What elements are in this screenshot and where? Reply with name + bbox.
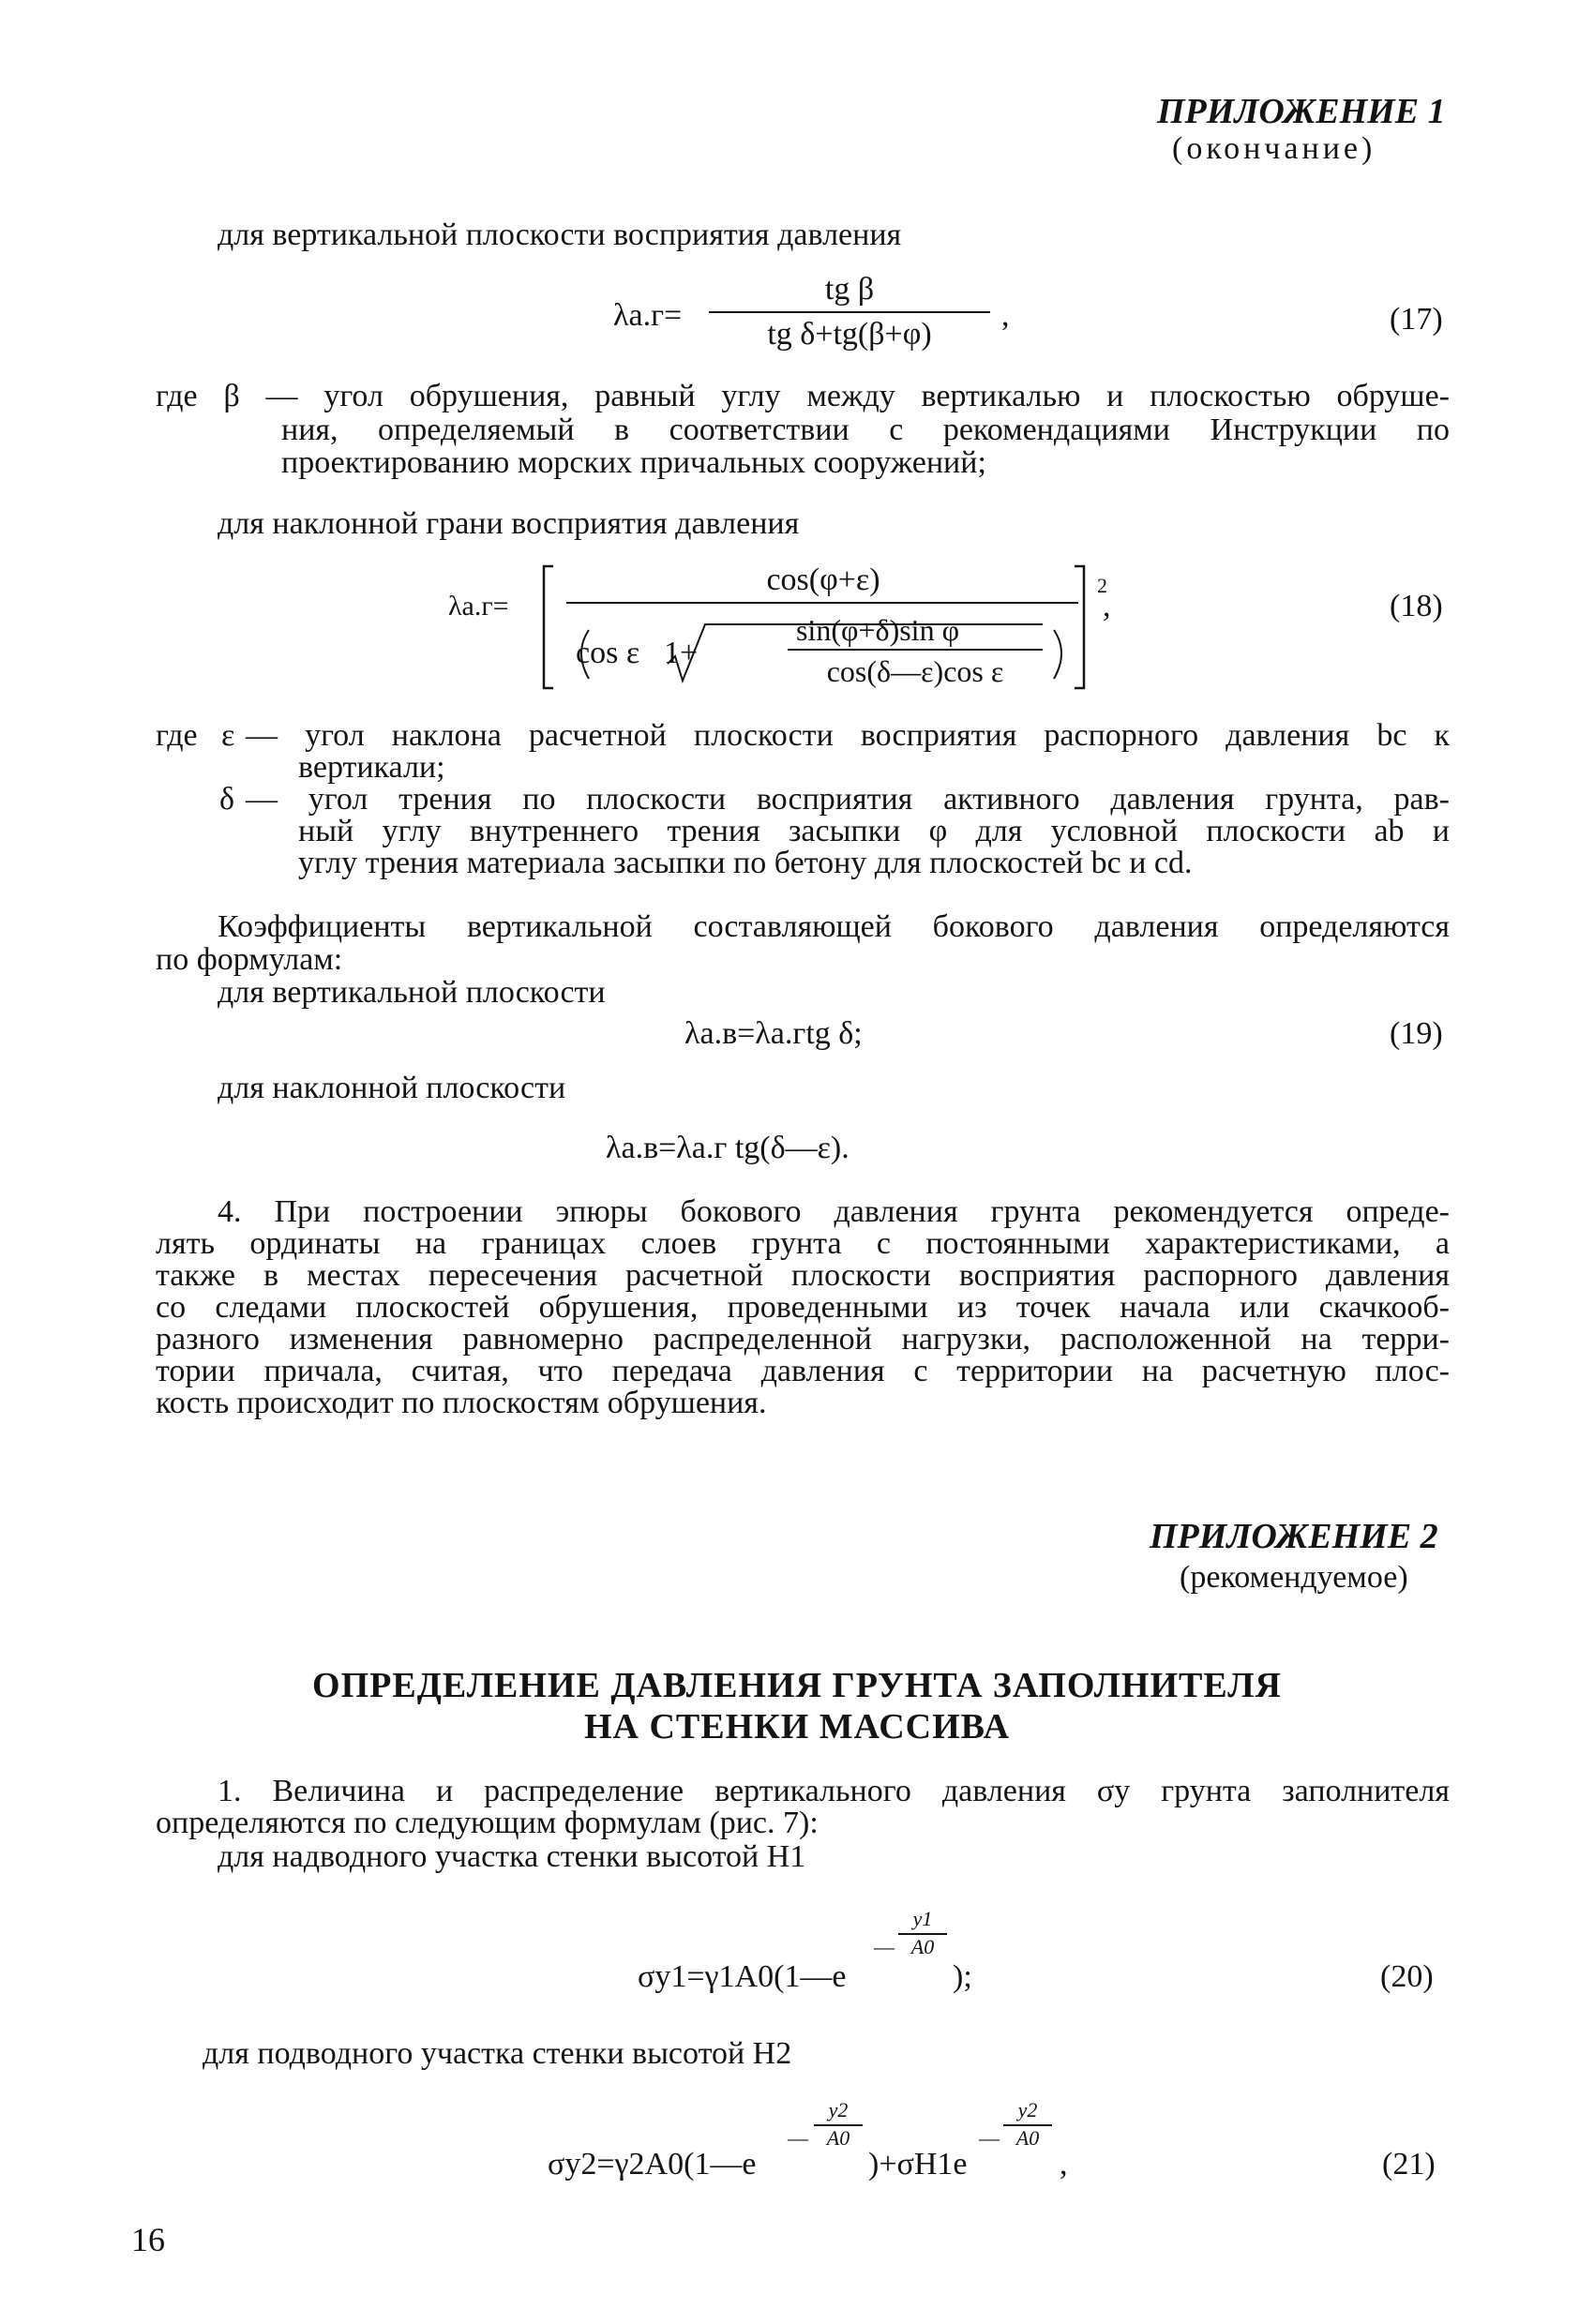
eq21-exp1-numerator: y2 <box>828 2098 849 2122</box>
eq21-exp1-minus: — <box>788 2126 808 2150</box>
eq18-number: (18) <box>1390 589 1443 623</box>
eq21-number: (21) <box>1382 2147 1436 2182</box>
eq21-exp2-minus: — <box>979 2126 1000 2150</box>
eq18-fraction-bar <box>566 602 1078 604</box>
item4-line-5: разного изменения равномерно распределенной нагрузки, расположенной на терри- <box>156 1322 1450 1357</box>
epsilon-symbol: ε <box>221 718 235 753</box>
eq18-one-plus: 1+ <box>664 636 699 670</box>
page-number: 16 <box>131 2221 165 2258</box>
item4-line-6: тории причала, считая, что передача давления с территории на расчетную плос- <box>156 1354 1450 1388</box>
item4-line-7: кость происходит по плоскостям обрушения. <box>156 1386 767 1420</box>
eq20-tail: ); <box>953 1959 972 1994</box>
eq18-tail: , <box>1103 589 1111 623</box>
item1-line-1: 1. Величина и распределение вертикального давления σy грунта заполнителя <box>218 1774 1450 1808</box>
coefficients-line-1: Коэффициенты вертикальной составляющей бокового давления определяются <box>218 909 1450 944</box>
delta-definition-line-3: углу трения материала засыпки по бетону для плоскостей bc и cd. <box>298 846 1193 880</box>
eq20-exp-denominator: A0 <box>910 1935 935 1958</box>
underwater-intro: для подводного участка стенки высотой H2 <box>203 2036 792 2071</box>
for-inclined-plane: для наклонной плоскости <box>218 1071 566 1105</box>
eq21-part2: )+σH1e <box>868 2147 968 2182</box>
vertical-plane-intro: для вертикальной плоскости восприятия давления <box>218 217 902 252</box>
eq18-inner-numerator: sin(φ+δ)sin φ <box>795 613 960 647</box>
eq17-lhs: λа.г= <box>613 298 683 333</box>
eq17-fraction-bar <box>709 311 990 313</box>
eq18-lhs: λа.г= <box>448 591 509 622</box>
item4-line-3: также в местах пересечения расчетной плоскости восприятия распорного давления <box>156 1258 1450 1293</box>
above-water-intro: для надводного участка стенки высотой H1 <box>218 1839 806 1874</box>
eq18-inner-denominator: cos(δ—ε)cos ε <box>826 654 1004 688</box>
appendix2-note: (рекомендуемое) <box>1180 1560 1408 1595</box>
eq18-cos-eps: cos ε <box>576 636 640 670</box>
eq18-power: 2 <box>1097 574 1107 597</box>
item1-line-2: определяются по следующим формулам (рис. 7): <box>156 1806 819 1840</box>
appendix1-note: (окончание) <box>1172 131 1376 166</box>
eq20-exp-minus: — <box>874 1935 895 1958</box>
epsilon-definition-line-2: вертикали; <box>298 750 445 785</box>
beta-definition-line-1: где β — угол обрушения, равный углу между вертикалью и плоскостью обруше- <box>156 379 1450 413</box>
eq17-numerator: tg β <box>824 272 875 307</box>
section-heading-line-2: НА СТЕНКИ МАССИВА <box>583 1707 1011 1747</box>
item4-line-2: лять ординаты на границах слоев грунта с постоянными характеристиками, а <box>156 1226 1450 1261</box>
equation-19: λа.в=λа.гtg δ; <box>684 1016 863 1051</box>
eq21-exp2-numerator: y2 <box>1017 2098 1038 2122</box>
inclined-face-intro: для наклонной грани восприятия давления <box>218 506 800 541</box>
item4-line-4: со следами плоскостей обрушения, проведенными из точек начала или скачкооб- <box>156 1290 1450 1325</box>
epsilon-definition-line-1: — угол наклона расчетной плоскости восприятия распорного давления bc к <box>246 718 1450 753</box>
item4-line-1: 4. При построении эпюры бокового давления грунта рекомендуется опреде- <box>218 1194 1450 1229</box>
coefficients-line-2: по формулам: <box>156 942 343 977</box>
delta-definition-line-2: ный углу внутреннего трения засыпки φ для условной плоскости ab и <box>298 814 1450 848</box>
delta-definition-line-1: — угол трения по плоскости восприятия активного давления грунта, рав- <box>246 782 1450 817</box>
appendix1-title: ПРИЛОЖЕНИЕ 1 <box>1157 92 1446 131</box>
eq21-exp2-denominator: A0 <box>1015 2126 1040 2150</box>
appendix2-title: ПРИЛОЖЕНИЕ 2 <box>1150 1517 1438 1556</box>
eq20-exp-numerator: y1 <box>912 1907 933 1930</box>
where-label: где <box>156 718 198 753</box>
eq17-number: (17) <box>1390 302 1443 337</box>
eq19-number: (19) <box>1390 1016 1443 1051</box>
equation-inclined: λа.в=λа.г tg(δ—ε). <box>606 1131 850 1165</box>
eq20-number: (20) <box>1380 1959 1434 1994</box>
eq17-tail: , <box>1001 298 1010 333</box>
eq20-lhs: σy1=γ1A0(1—e <box>638 1959 847 1994</box>
delta-symbol: δ <box>219 782 235 817</box>
eq17-denominator: tg δ+tg(β+φ) <box>767 317 932 352</box>
eq21-tail: , <box>1060 2147 1068 2182</box>
eq21-exp1-denominator: A0 <box>826 2126 850 2150</box>
beta-definition-line-2: ния, определяемый в соответствии с рекомендациями Инструкции по <box>281 412 1450 447</box>
eq18-numerator: cos(φ+ε) <box>766 562 880 597</box>
section-heading-line-1: ОПРЕДЕЛЕНИЕ ДАВЛЕНИЯ ГРУНТА ЗАПОЛНИТЕЛЯ <box>312 1666 1282 1705</box>
for-vertical-plane: для вертикальной плоскости <box>218 975 606 1010</box>
eq21-part1: σy2=γ2A0(1—e <box>548 2147 757 2182</box>
eq18-inner-bar <box>788 649 1043 651</box>
beta-definition-line-3: проектированию морских причальных сооружений; <box>281 445 986 480</box>
